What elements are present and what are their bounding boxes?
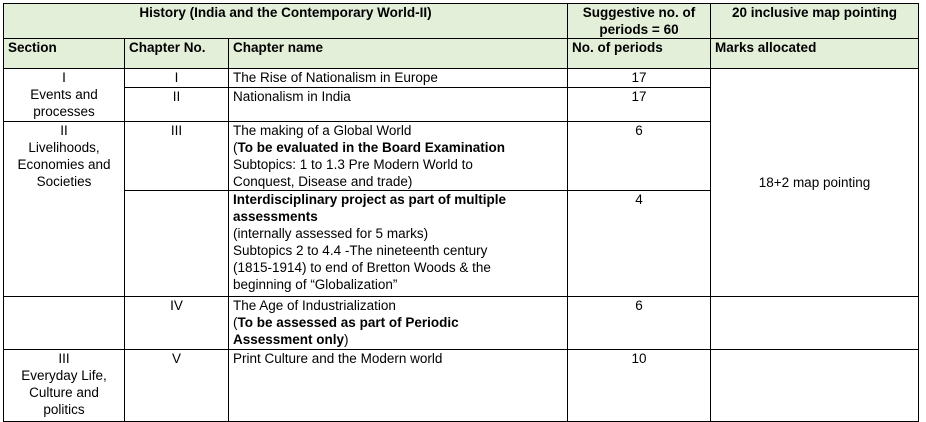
section-cell-2: II Livelihoods, Economies and Societies [4, 122, 125, 297]
chapter-no: I [125, 69, 229, 88]
marks-cell-empty [711, 297, 919, 350]
chapter-name: Print Culture and the Modern world [229, 350, 568, 422]
chapter-name: The making of a Global World (To be evaluated in the Board Examination Subtopics: 1 to 1.3 Pre Modern World to Conquest, Disease and trade) [229, 122, 568, 191]
table-row [4, 69, 919, 88]
table-row [4, 350, 919, 422]
section-cell-3: III Everyday Life, Culture and politics [4, 350, 125, 422]
chapter-no: II [125, 88, 229, 122]
marks-cell-empty [711, 350, 919, 422]
periods-value: 4 [568, 191, 711, 297]
section-cell-1: I Events and processes [4, 69, 125, 122]
chapter-no [125, 191, 229, 297]
chapter-name: Interdisciplinary project as part of multiple assessments (internally assessed for 5 marks) Subtopics 2 to 4.4 -The nineteenth century (1815-1914) to end of Bretton Woods & the beginning of “Globalization” [229, 191, 568, 297]
map-pointing-header: 20 inclusive map pointing [711, 4, 919, 39]
col-marks: Marks allocated [711, 39, 919, 69]
col-chapter-no: Chapter No. [125, 39, 229, 69]
col-periods: No. of periods [568, 39, 711, 69]
header-row [4, 4, 919, 39]
chapter-no: V [125, 350, 229, 422]
chapter-name: Nationalism in India [229, 88, 568, 122]
col-chapter-name: Chapter name [229, 39, 568, 69]
chapter-no: III [125, 122, 229, 191]
table-title: History (India and the Contemporary World-II) [4, 4, 568, 39]
col-section: Section [4, 39, 125, 69]
periods-value: 6 [568, 297, 711, 350]
marks-cell: 18+2 map pointing [711, 69, 919, 297]
syllabus-table [3, 3, 919, 422]
periods-header: Suggestive no. of periods = 60 [568, 4, 711, 39]
periods-value: 17 [568, 69, 711, 88]
column-header-row [4, 39, 919, 69]
chapter-name: The Rise of Nationalism in Europe [229, 69, 568, 88]
periods-value: 17 [568, 88, 711, 122]
periods-value: 6 [568, 122, 711, 191]
section-cell-empty [4, 297, 125, 350]
table-row [4, 297, 919, 350]
periods-value: 10 [568, 350, 711, 422]
chapter-no: IV [125, 297, 229, 350]
chapter-name: The Age of Industrialization (To be assessed as part of Periodic Assessment only) [229, 297, 568, 350]
